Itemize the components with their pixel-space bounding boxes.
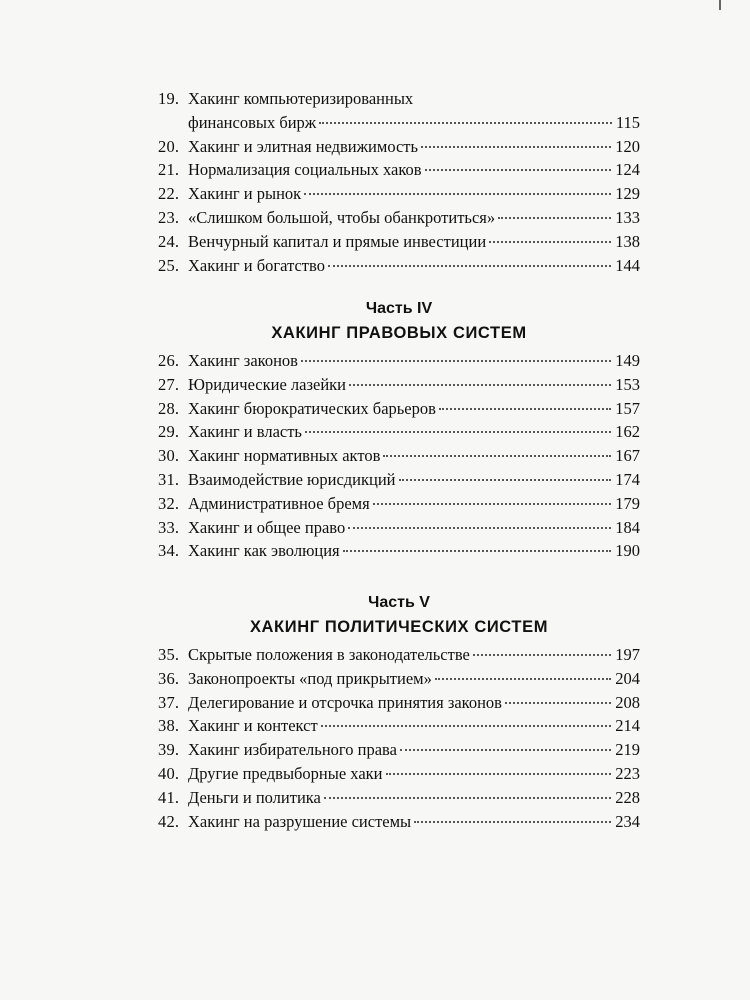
- toc-entry[interactable]: [158, 254, 640, 278]
- entry-page: 179: [615, 493, 640, 513]
- entry-number: 34.: [158, 541, 180, 561]
- page-edge-mark: [719, 0, 721, 10]
- entry-number: 20.: [158, 136, 180, 156]
- entry-page: 138: [615, 231, 640, 251]
- toc-entry[interactable]: [158, 786, 640, 810]
- dot-leader: [498, 217, 611, 219]
- dot-leader: [373, 503, 612, 505]
- dot-leader: [425, 169, 612, 171]
- toc-entry[interactable]: [158, 182, 640, 206]
- entry-title: Хакинг и элитная недвижимость: [188, 136, 419, 156]
- entry-title: Взаимодействие юрисдикций: [188, 469, 396, 489]
- entry-title: Хакинг и богатство: [188, 255, 325, 275]
- entry-number: 22.: [158, 184, 180, 204]
- entry-title: «Слишком большой, чтобы обанкротиться»: [188, 207, 496, 227]
- entry-title: Хакинг нормативных актов: [188, 446, 381, 466]
- entry-number: 37.: [158, 692, 180, 712]
- entry-title: Хакинг и контекст: [188, 716, 318, 736]
- toc-entry[interactable]: [158, 468, 640, 492]
- entry-title: Нормализация социальных хаков: [188, 160, 422, 180]
- toc-entry[interactable]: [158, 492, 640, 516]
- dot-leader: [301, 360, 611, 362]
- entry-number: 36.: [158, 668, 180, 688]
- entry-title: Делегирование и отсрочка принятия законов: [188, 692, 502, 712]
- entry-page: 149: [615, 351, 640, 370]
- dot-leader: [435, 678, 611, 680]
- entry-number: 23.: [158, 207, 180, 227]
- dot-leader: [473, 654, 611, 656]
- dot-leader: [439, 408, 611, 410]
- dot-leader: [348, 527, 611, 529]
- entry-number: 28.: [158, 398, 180, 418]
- dot-leader: [505, 702, 611, 704]
- toc-entry[interactable]: [158, 135, 640, 159]
- entry-title: Венчурный капитал и прямые инвестиции: [188, 231, 487, 251]
- dot-leader: [383, 455, 611, 457]
- dot-leader: [324, 797, 611, 799]
- toc-part-4: [158, 349, 640, 563]
- entry-title: Хакинг бюрократических барьеров: [188, 398, 436, 418]
- entry-page: 184: [615, 517, 640, 537]
- entry-number: 35.: [158, 645, 180, 664]
- entry-number: 31.: [158, 469, 180, 489]
- toc-entry[interactable]: [158, 158, 640, 182]
- entry-page: 129: [615, 184, 640, 204]
- entry-page: 208: [615, 692, 640, 712]
- entry-number: 42.: [158, 811, 180, 831]
- entry-page: 133: [615, 207, 640, 227]
- toc-block-1: [158, 87, 640, 277]
- entry-page: 153: [615, 374, 640, 394]
- entry-number: 38.: [158, 716, 180, 736]
- entry-number: 27.: [158, 374, 180, 394]
- entry-title-line2: финансовых бирж: [188, 112, 317, 132]
- entry-page: 219: [615, 740, 640, 760]
- toc-entry[interactable]: [158, 397, 640, 421]
- dot-leader: [304, 193, 611, 195]
- entry-title: Скрытые положения в законодательстве: [188, 645, 470, 664]
- toc-entry[interactable]: [158, 444, 640, 468]
- entry-page: 204: [615, 668, 640, 688]
- dot-leader: [421, 146, 611, 148]
- toc-part-5: [158, 643, 640, 833]
- part-label: Часть V: [368, 594, 430, 611]
- toc-entry[interactable]: [158, 714, 640, 738]
- toc-entry[interactable]: [158, 206, 640, 230]
- toc-entry[interactable]: [158, 667, 640, 691]
- entry-page: 228: [615, 787, 640, 807]
- entry-number: 39.: [158, 740, 180, 760]
- entry-title: Юридические лазейки: [188, 374, 346, 394]
- dot-leader: [414, 821, 611, 823]
- dot-leader: [399, 479, 612, 481]
- entry-title: Деньги и политика: [188, 787, 321, 807]
- toc-entry[interactable]: [158, 691, 640, 715]
- entry-page: 157: [615, 398, 640, 418]
- part-label: Часть IV: [365, 300, 433, 317]
- entry-page: 234: [615, 811, 640, 831]
- entry-title: Хакинг и рынок: [188, 184, 302, 204]
- toc-entry[interactable]: [158, 349, 640, 373]
- toc-entry[interactable]: [158, 516, 640, 540]
- toc-entry[interactable]: [158, 738, 640, 762]
- entry-page: 120: [615, 136, 640, 156]
- entry-page: 167: [615, 446, 640, 466]
- entry-title-line1: Хакинг компьютеризированных: [188, 89, 414, 108]
- entry-page: 223: [615, 763, 640, 783]
- entry-title: Хакинг и власть: [188, 422, 302, 442]
- part-5-heading: [158, 591, 640, 639]
- entry-page: 174: [615, 469, 640, 489]
- entry-number: 25.: [158, 255, 180, 275]
- dot-leader: [343, 550, 612, 552]
- entry-page: 115: [615, 112, 640, 132]
- dot-leader: [386, 773, 612, 775]
- dot-leader: [489, 241, 611, 243]
- entry-title: Хакинг как эволюция: [188, 541, 340, 561]
- dot-leader: [305, 431, 611, 433]
- entry-title: Законопроекты «под прикрытием»: [188, 668, 432, 688]
- toc-entry[interactable]: [158, 373, 640, 397]
- dot-leader: [349, 384, 611, 386]
- entry-page: 124: [615, 160, 640, 180]
- entry-title: Хакинг законов: [188, 351, 298, 370]
- entry-page: 162: [615, 422, 640, 442]
- entry-number: 29.: [158, 422, 180, 442]
- entry-title: Другие предвыборные хаки: [188, 763, 383, 783]
- entry-number: 21.: [158, 160, 180, 180]
- toc-entry[interactable]: [158, 539, 640, 563]
- part-title: ХАКИНГ ПРАВОВЫХ СИСТЕМ: [271, 324, 527, 342]
- toc-entry[interactable]: [158, 810, 640, 834]
- toc-entry[interactable]: [158, 230, 640, 254]
- entry-number: 30.: [158, 446, 180, 466]
- entry-number: 24.: [158, 231, 180, 251]
- dot-leader: [328, 265, 611, 267]
- entry-number: 41.: [158, 787, 180, 807]
- dot-leader: [400, 749, 611, 751]
- toc-entry[interactable]: [158, 420, 640, 444]
- entry-number: 33.: [158, 517, 180, 537]
- toc-entry[interactable]: [158, 87, 640, 135]
- entry-page: 190: [615, 541, 640, 561]
- entry-title: Хакинг и общее право: [188, 517, 346, 537]
- entry-number: 26.: [158, 351, 180, 370]
- entry-title: Административное бремя: [188, 493, 370, 513]
- toc-entry[interactable]: [158, 643, 640, 667]
- entry-number: 32.: [158, 493, 180, 513]
- entry-page: 144: [615, 255, 640, 275]
- entry-page: 214: [615, 716, 640, 736]
- entry-number: 40.: [158, 763, 180, 783]
- toc-entry[interactable]: [158, 762, 640, 786]
- entry-number: 19.: [158, 89, 180, 108]
- part-title: ХАКИНГ ПОЛИТИЧЕСКИХ СИСТЕМ: [249, 618, 549, 636]
- entry-title: Хакинг на разрушение системы: [188, 811, 412, 831]
- part-4-heading: [158, 297, 640, 345]
- entry-page: 197: [615, 645, 640, 664]
- dot-leader: [321, 725, 612, 727]
- dot-leader: [319, 122, 612, 124]
- entry-title: Хакинг избирательного права: [188, 740, 397, 760]
